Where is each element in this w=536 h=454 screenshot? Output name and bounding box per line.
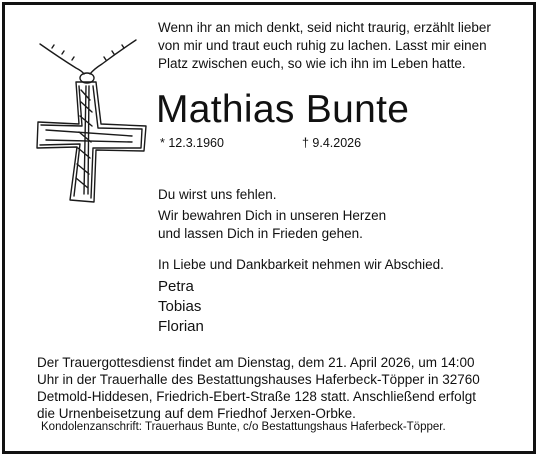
service-line: Uhr in der Trauerhalle des Bestattungshauses Haferbeck-Töpper in 32760 — [37, 372, 480, 387]
family-member: Florian — [158, 318, 204, 335]
service-line: Der Trauergottesdienst findet am Dienstag, dem 21. April 2026, um 14:00 — [37, 355, 475, 370]
keep-line: und lassen Dich in Frieden gehen. — [158, 226, 363, 241]
family-list — [158, 277, 204, 337]
service-line: die Urnenbeisetzung auf dem Friedhof Jerxen-Orbke. — [37, 406, 356, 421]
quote-line: von mir und traut euch ruhig zu lachen. Lasst mir einen — [158, 38, 487, 53]
family-member: Tobias — [158, 298, 202, 315]
quote-line: Wenn ihr an mich denkt, seid nicht traurig, erzählt lieber — [158, 20, 491, 35]
cross-pendant-icon — [32, 38, 152, 218]
family-member: Petra — [158, 278, 194, 295]
keep-line: Wir bewahren Dich in unseren Herzen — [158, 208, 387, 223]
miss-line: Du wirst uns fehlen. — [158, 187, 277, 202]
service-details — [37, 354, 480, 422]
service-line: Detmold-Hiddesen, Friedrich-Ebert-Straße 128 statt. Anschließend erfolgt — [37, 389, 476, 404]
condolence-address: Kondolenzanschrift: Trauerhaus Bunte, c/o Bestattungshaus Haferbeck-Töpper. — [41, 421, 446, 433]
quote-line: Platz zwischen euch, so wie ich ihn im Leben hatte. — [158, 56, 466, 71]
birth-date: * 12.3.1960 — [160, 136, 224, 150]
farewell-line: In Liebe und Dankbarkeit nehmen wir Abschied. — [158, 257, 444, 272]
memorial-quote — [158, 19, 523, 73]
deceased-name: Mathias Bunte — [156, 88, 410, 131]
keep-in-heart-text — [158, 207, 386, 243]
death-date: † 9.4.2026 — [302, 136, 362, 150]
